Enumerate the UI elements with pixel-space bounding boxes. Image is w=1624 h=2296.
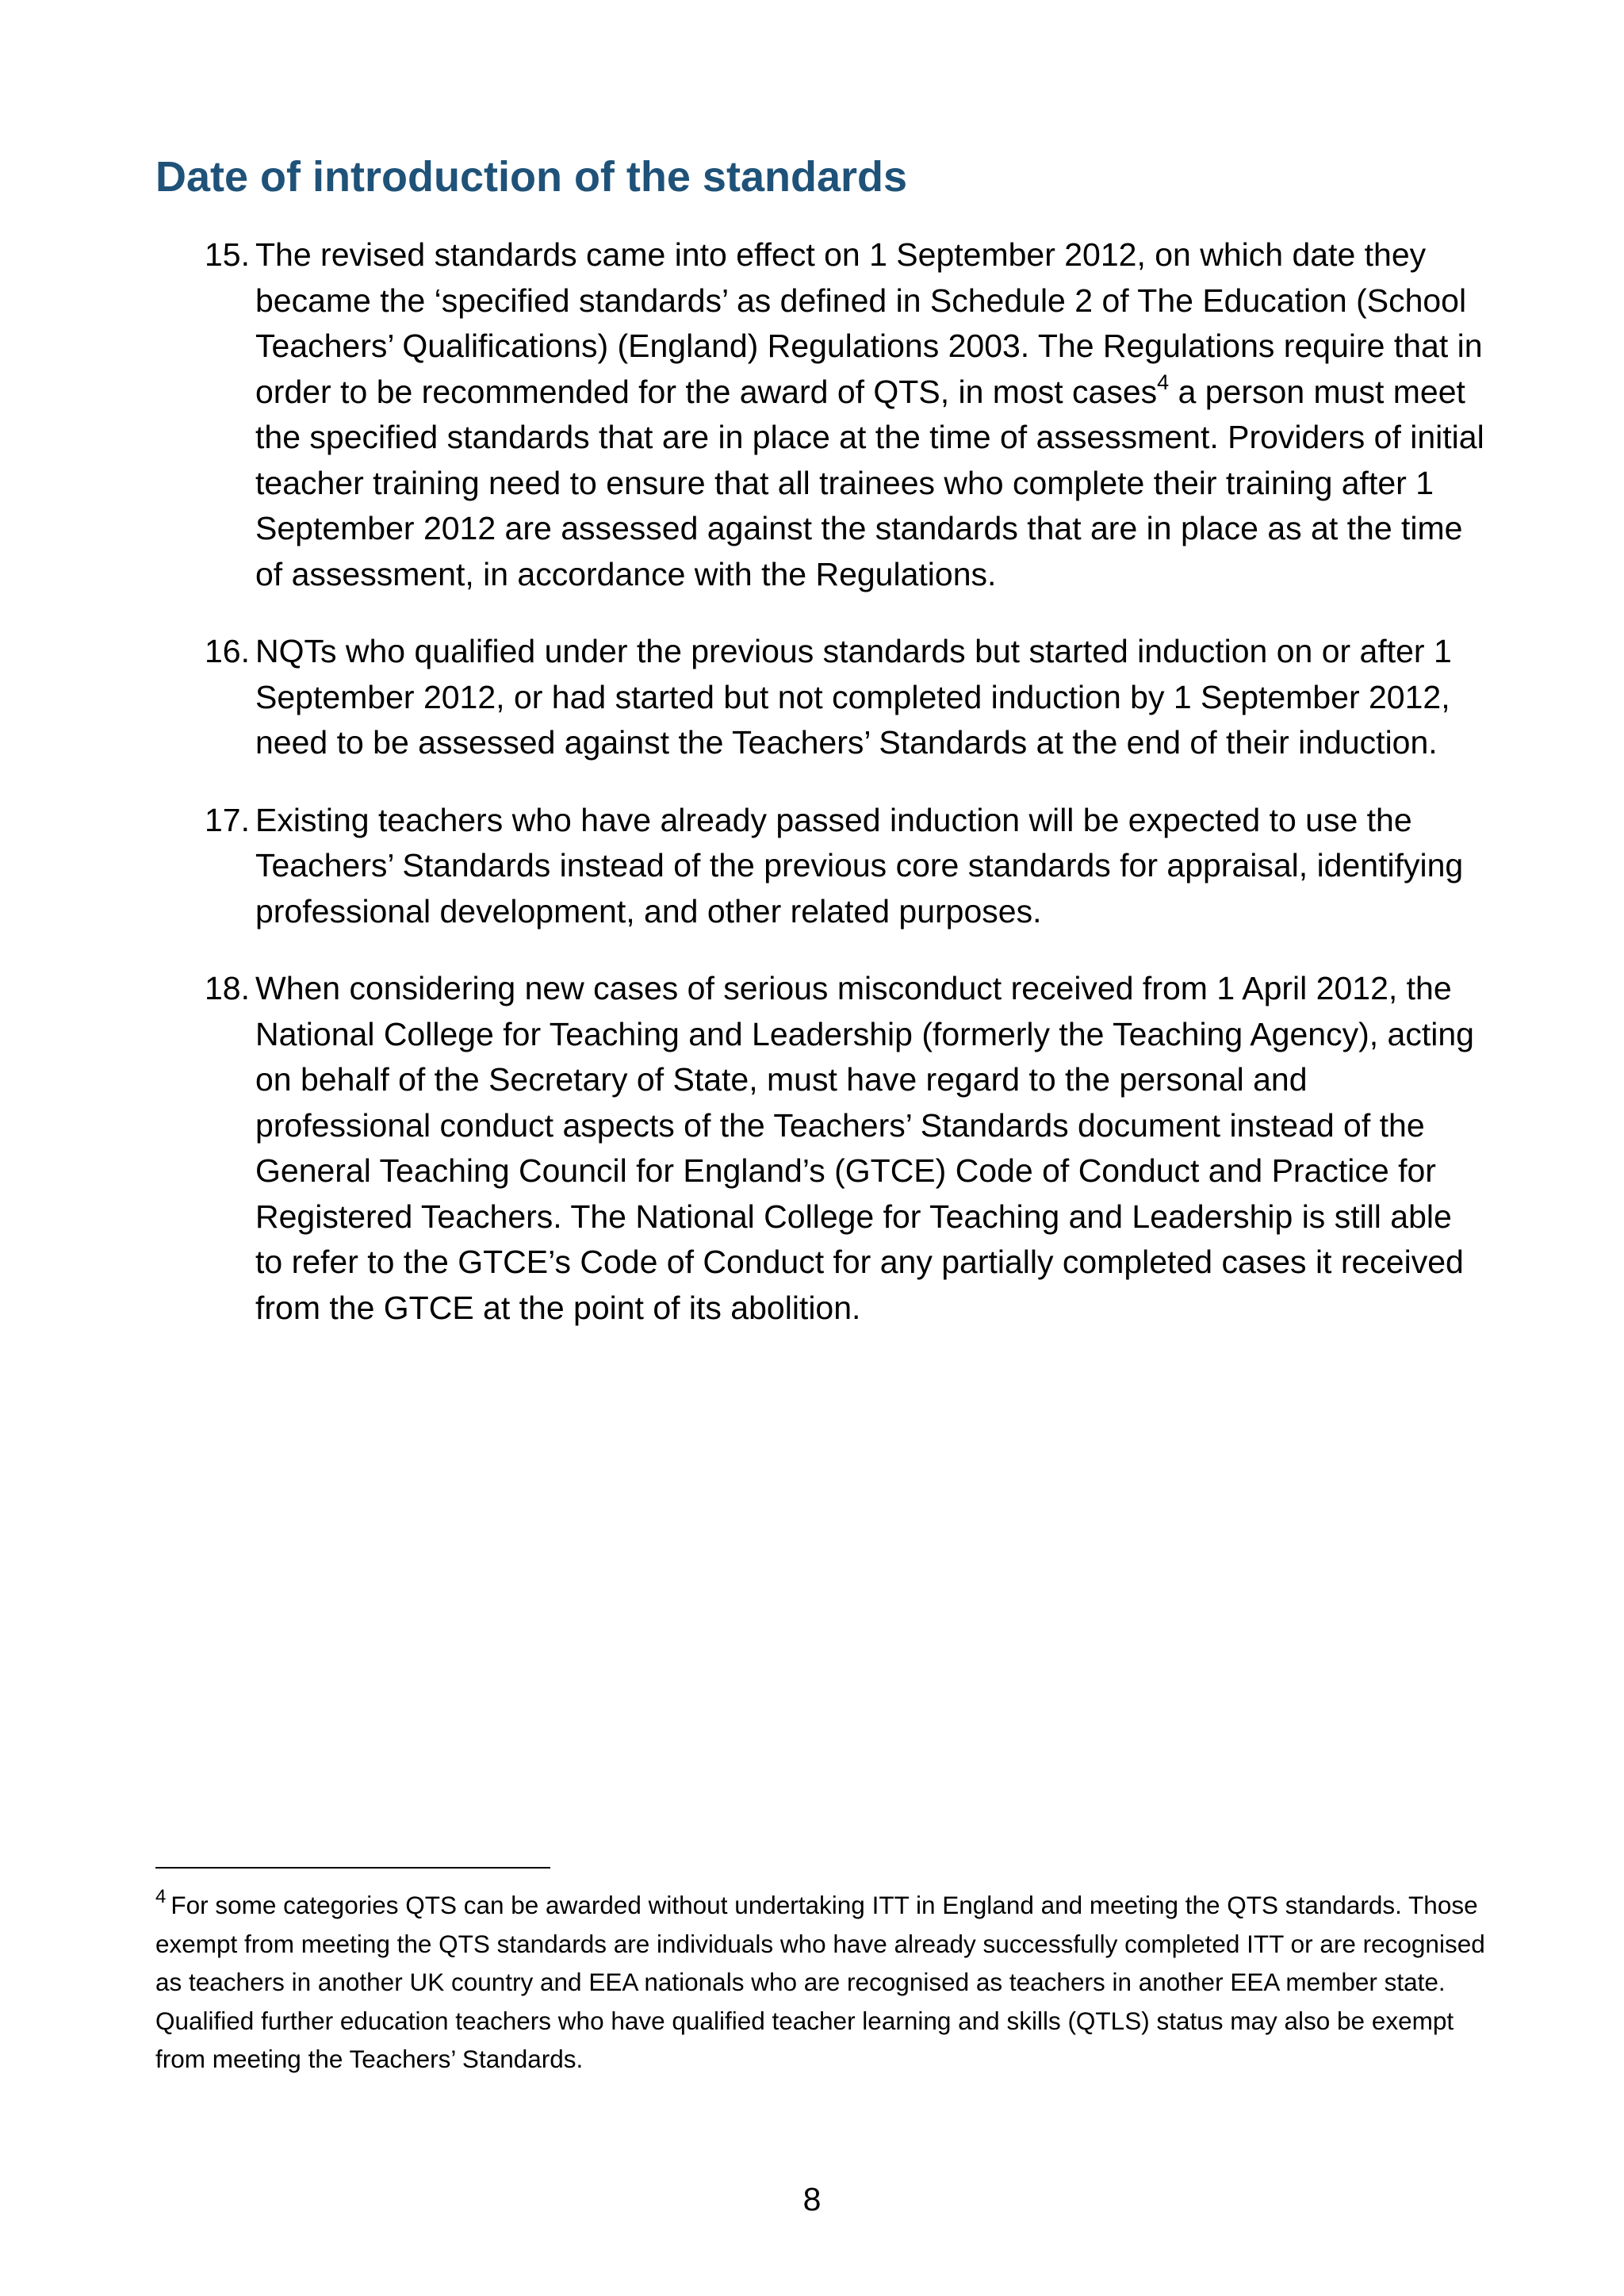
footnote-marker: 4 <box>155 1886 167 1907</box>
paragraph-text: NQTs who qualified under the previous standards but started induction on or after 1 September 2012, or had started but not completed induction by 1 September 2012, need to be assessed against the Teachers’ Standards at the end of their induction. <box>255 633 1452 761</box>
page-number: 8 <box>802 2181 822 2217</box>
paragraph-number: 15. <box>205 236 250 273</box>
paragraph-18 <box>155 966 1488 1331</box>
footnote-divider <box>155 1867 550 1869</box>
paragraph-text: Existing teachers who have already passed induction will be expected to use the Teachers’ Standards instead of the previous core standards for appraisal, identifying professional development, and other related purposes. <box>255 801 1464 930</box>
page-title: Date of introduction of the standards <box>155 153 908 201</box>
footnote-text: For some categories QTS can be awarded without undertaking ITT in England and meeting the QTS standards. Those exempt from meeting the QTS standards are individuals who have already successfully completed ITT or are recognised as teachers in another UK country and EEA nationals who are recognised as teachers in another EEA member state. Qualified further education teachers who have qualified teacher learning and skills (QTLS) status may also be exempt from meeting the Teachers’ Standards. <box>155 1891 1485 2073</box>
paragraph-16 <box>155 629 1488 766</box>
paragraph-15 <box>155 232 1488 597</box>
paragraph-17 <box>155 798 1488 935</box>
paragraph-number: 17. <box>205 801 250 838</box>
paragraph-text-continued: a person must meet the specified standards that are in place at the time of assessment. Providers of initial teacher training need to ensure that all trainees who complete their training after 1 September 2012 are assessed against the standards that are in place as at the time of assessment, in accordance with the Regulations. <box>255 373 1484 592</box>
paragraph-text: The revised standards came into effect on 1 September 2012, on which date they became the ‘specified standards’ as defined in Schedule 2 of The Education (School Teachers’ Qualifications) (England) Regulations 2003. The Regulations require that in order to be recommended for the award of QTS, in most cases <box>255 236 1483 410</box>
footnote-reference[interactable]: 4 <box>1157 370 1170 394</box>
paragraph-text: When considering new cases of serious misconduct received from 1 April 2012, the National College for Teaching and Leadership (formerly the Teaching Agency), acting on behalf of the Secretary of State, must have regard to the personal and professional conduct aspects of the Teachers’ Standards document instead of the General Teaching Council for England’s (GTCE) Code of Conduct and Practice for Registered Teachers. The National College for Teaching and Leadership is still able to refer to the GTCE’s Code of Conduct for any partially completed cases it received from the GTCE at the point of its abolition. <box>255 970 1474 1326</box>
numbered-paragraph-list <box>155 232 1488 1363</box>
paragraph-number: 16. <box>205 633 250 669</box>
paragraph-number: 18. <box>205 970 250 1006</box>
footnote <box>155 1886 1488 2079</box>
